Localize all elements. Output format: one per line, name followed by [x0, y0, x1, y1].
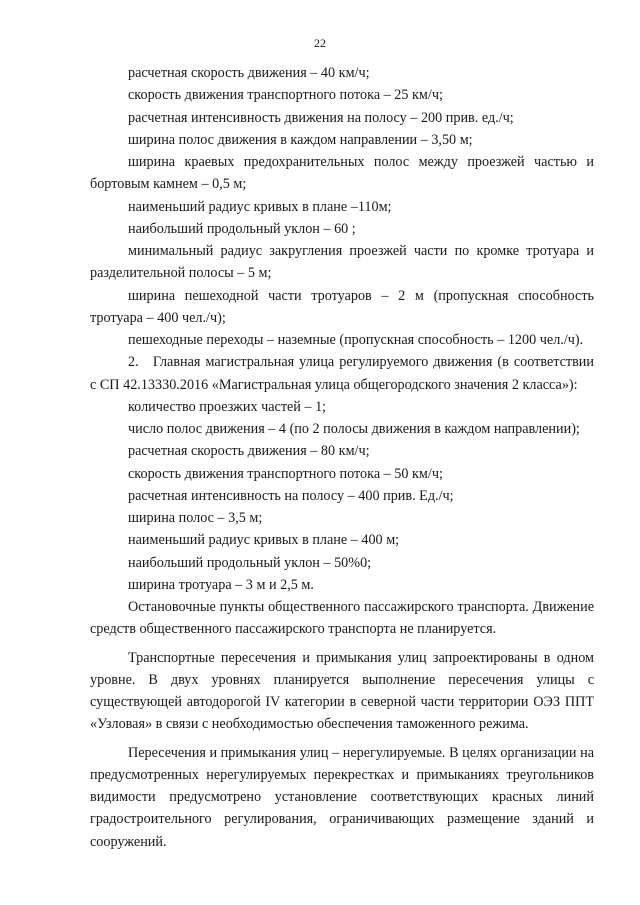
document-body	[90, 62, 594, 853]
paragraph-lane-count: число полос движения – 4 (по 2 полосы движения в каждом направлении);	[128, 421, 580, 437]
paragraph-traffic-speed-2: скорость движения транспортного потока – 50 км/ч;	[128, 465, 443, 482]
paragraph-design-speed: расчетная скорость движения – 40 км/ч;	[128, 65, 370, 81]
paragraph-min-curve-radius: наименьший радиус кривых в плане –110м;	[128, 198, 392, 215]
paragraph-intersections: Транспортные пересечения и примыкания улиц запроектированы в одном уровне. В двух уровнях планируется выполнение пересечения улицы с существующей автодорогой IV категории в северной части территории ОЭЗ ППТ «Узловая» в связи с необходимостью обеспечения таможенного режима.	[90, 649, 594, 733]
paragraph-edge-strip-width: ширина краевых предохранительных полос между проезжей частью и бортовым камнем – 0,5 м;	[90, 154, 594, 193]
paragraph-sidewalk-width: ширина пешеходной части тротуаров – 2 м (пропускная способность тротуара – 400 чел./ч);	[90, 287, 594, 326]
paragraph-design-speed-2: расчетная скорость движения – 80 км/ч;	[128, 443, 370, 460]
paragraph-lane-intensity: расчетная интенсивность движения на полосу – 200 прив. ед./ч;	[128, 109, 514, 126]
paragraph-max-grade: наибольший продольный уклон – 60 ;	[128, 220, 356, 237]
paragraph-unregulated-junctions: Пересечения и примыкания улиц – нерегулируемые. В целях организации на предусмотренных нерегулируемых перекрестках и примыканиях треугольников видимости предусмотрено установление соответствующих красных линий градостроительного регулирования, ограничивающих размещение зданий и сооружений.	[90, 744, 594, 850]
paragraph-transit-stops: Остановочные пункты общественного пассажирского транспорта. Движение средств общественного пассажирского транспорта не планируется.	[90, 599, 594, 638]
paragraph-min-rounding-radius: минимальный радиус закругления проезжей части по кромке тротуара и разделительной полосы – 5 м;	[90, 243, 594, 282]
paragraph-carriageway-count: количество проезжих частей – 1;	[128, 398, 327, 415]
paragraph-main-street-heading: 2. Главная магистральная улица регулируемого движения (в соответствии с СП 42.13330.2016 «Магистральная улица общегородского значения 2 класса»):	[90, 354, 594, 393]
page-number: 22	[314, 36, 326, 50]
paragraph-pedestrian-crossings: пешеходные переходы – наземные (пропускная способность – 1200 чел./ч).	[128, 332, 584, 348]
paragraph-lane-width: ширина полос движения в каждом направлении – 3,50 м;	[128, 131, 473, 148]
paragraph-lane-intensity-2: расчетная интенсивность на полосу – 400 прив. Ед./ч;	[128, 487, 454, 504]
paragraph-sidewalk-width-2: ширина тротуара – 3 м и 2,5 м.	[128, 576, 314, 593]
paragraph-min-curve-radius-2: наименьший радиус кривых в плане – 400 м;	[128, 532, 400, 549]
paragraph-traffic-speed: скорость движения транспортного потока – 25 км/ч;	[128, 87, 443, 104]
paragraph-max-grade-2: наибольший продольный уклон – 50%0;	[128, 554, 372, 571]
paragraph-lane-width-2: ширина полос – 3,5 м;	[128, 510, 263, 526]
